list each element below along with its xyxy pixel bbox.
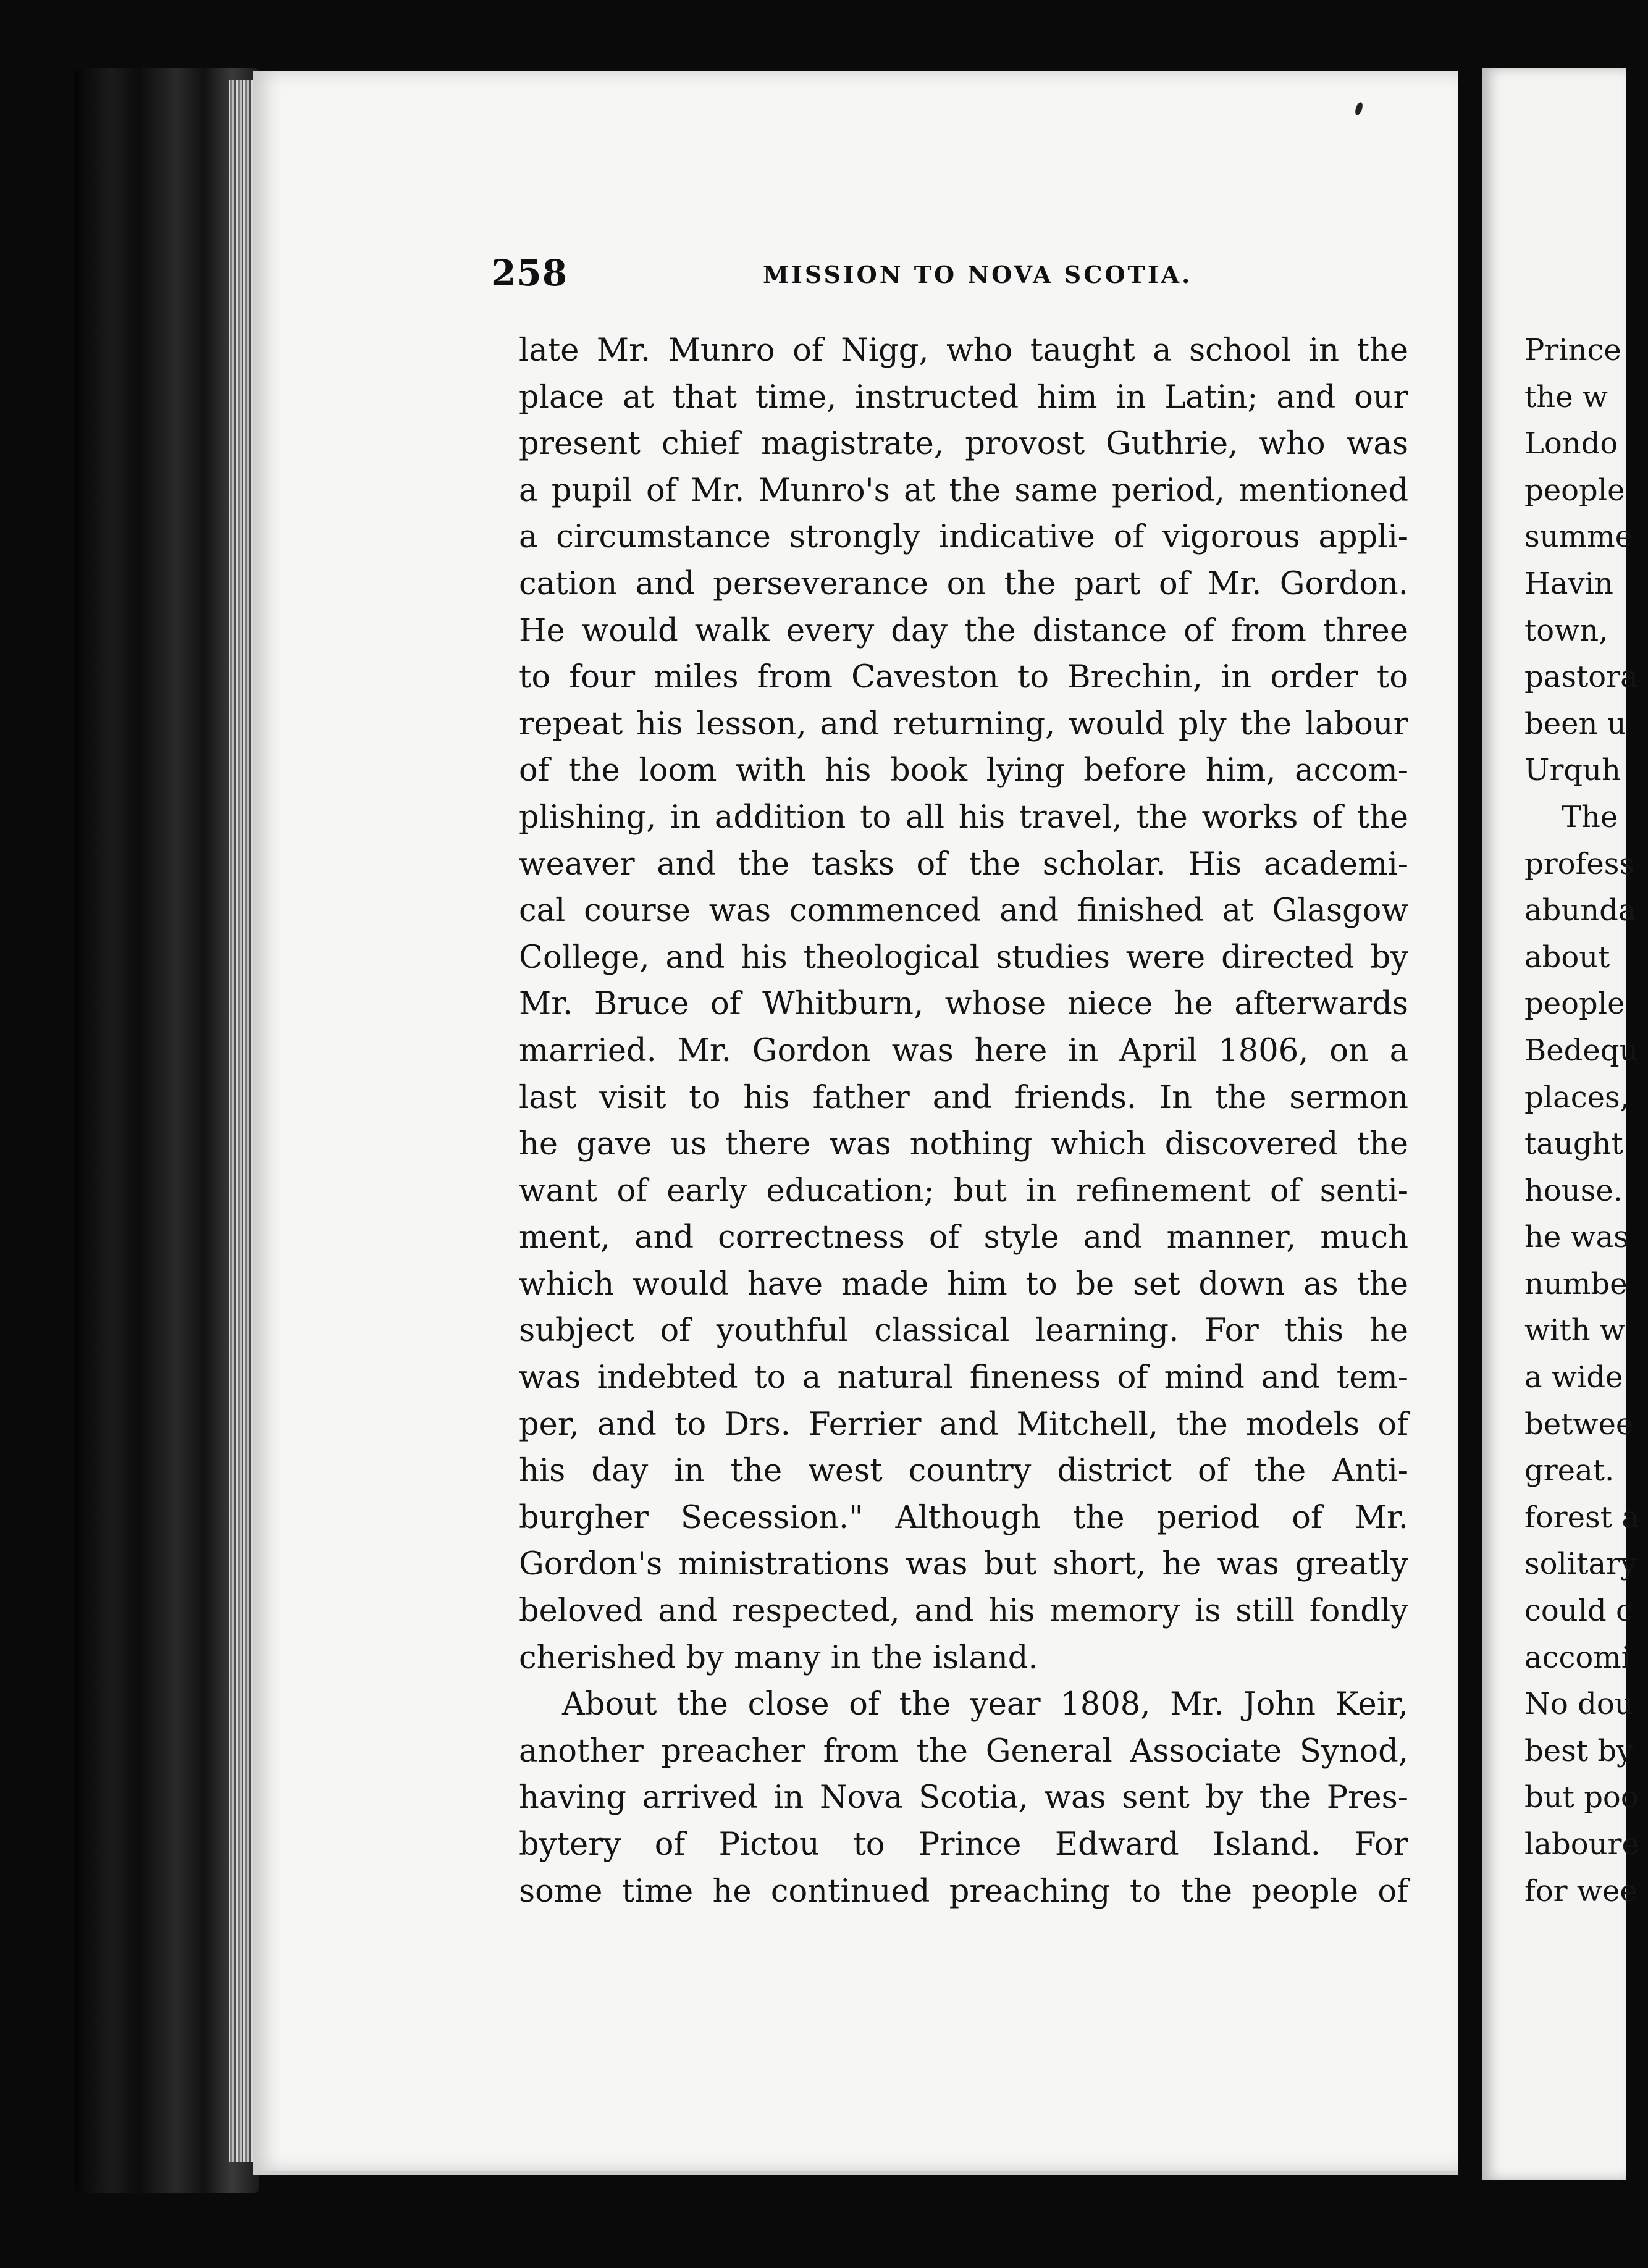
facing-text-line: No dou (1524, 1687, 1634, 1722)
facing-text-line: best by (1524, 1733, 1634, 1768)
text-line: present chief magistrate, provost Guthrie, who was (519, 426, 1408, 463)
facing-text-line: Havin (1524, 566, 1613, 601)
text-line: some time he continued preaching to the people of (519, 1873, 1408, 1910)
text-line: repeat his lesson, and returning, would ply the labour (519, 705, 1408, 742)
facing-text-line: could c (1524, 1594, 1633, 1629)
facing-text-line: Bedequ (1524, 1033, 1639, 1068)
page-gutter (1458, 62, 1482, 2186)
running-head: MISSION TO NOVA SCOTIA. (763, 261, 1193, 288)
facing-page-text (1524, 327, 1648, 1915)
text-line: He would walk every day the distance of from three (519, 612, 1408, 649)
facing-text-line: abunda (1524, 893, 1636, 928)
facing-text-line: summe (1524, 519, 1633, 555)
facing-text-line: Prince (1524, 333, 1621, 368)
text-line: cherished by many in the island. (519, 1639, 1038, 1676)
facing-text-line: profess (1524, 846, 1635, 881)
text-line: married. Mr. Gordon was here in April 1806, on a (519, 1032, 1408, 1069)
text-line: a circumstance strongly indicative of vigorous appli- (519, 519, 1408, 556)
facing-text-line: for wee (1524, 1873, 1637, 1909)
facing-text-line: the w (1524, 379, 1608, 414)
facing-text-line: laboure (1524, 1827, 1639, 1862)
facing-text-line: people (1524, 472, 1625, 508)
facing-text-line: he was (1524, 1220, 1629, 1255)
text-line: ment, and correctness of style and manner, much (519, 1219, 1408, 1256)
text-line: late Mr. Munro of Nigg, who taught a school in the (519, 332, 1408, 369)
text-line: subject of youthful classical learning. For this he (519, 1312, 1408, 1350)
facing-text-line: been u (1524, 706, 1626, 741)
facing-text-line: taught (1524, 1127, 1623, 1162)
facing-text-line: forest a (1524, 1500, 1639, 1535)
page-number: 258 (491, 252, 568, 294)
facing-text-line: great. (1524, 1453, 1615, 1489)
facing-text-line: but poo (1524, 1780, 1639, 1815)
text-line: having arrived in Nova Scotia, was sent by the Pres- (519, 1779, 1408, 1816)
text-line: of the loom with his book lying before him, accom- (519, 752, 1408, 789)
text-line: a pupil of Mr. Munro's at the same period, mentioned (519, 472, 1408, 509)
text-line: beloved and respected, and his memory is still fondly (519, 1593, 1408, 1630)
facing-text-line: solitary (1524, 1547, 1637, 1582)
text-line: his day in the west country district of the Anti- (519, 1453, 1408, 1490)
text-line: Mr. Bruce of Whitburn, whose niece he afterwards (519, 986, 1408, 1023)
text-line: to four miles from Caveston to Brechin, in order to (519, 659, 1408, 696)
facing-text-line: accomi (1524, 1640, 1631, 1675)
text-line: per, and to Drs. Ferrier and Mitchell, the models of (519, 1406, 1408, 1443)
text-line: Gordon's ministrations was but short, he was greatly (519, 1546, 1408, 1583)
facing-text-line: town, (1524, 613, 1608, 648)
text-line: want of early education; but in refinement of senti- (519, 1172, 1408, 1209)
facing-text-line: places, (1524, 1080, 1629, 1115)
body-text (519, 327, 1408, 1915)
text-line: cal course was commenced and finished at Glasgow (519, 892, 1408, 930)
text-line: which would have made him to be set down as the (519, 1266, 1408, 1303)
text-line: burgher Secession." Although the period of Mr. (519, 1499, 1408, 1536)
text-line: About the close of the year 1808, Mr. John Keir, (562, 1686, 1408, 1723)
facing-text-line: a wide (1524, 1360, 1623, 1395)
facing-text-line: Urquh (1524, 753, 1621, 788)
text-line: another preacher from the General Associate Synod, (519, 1732, 1408, 1770)
facing-text-line: with w (1524, 1313, 1625, 1348)
text-line: place at that time, instructed him in Latin; and our (519, 379, 1408, 416)
text-line: he gave us there was nothing which discovered the (519, 1126, 1408, 1163)
facing-text-line: betwee (1524, 1406, 1634, 1442)
text-line: cation and perseverance on the part of Mr. Gordon. (519, 565, 1408, 602)
facing-text-line: house. (1524, 1173, 1623, 1208)
text-line: last visit to his father and friends. In the sermon (519, 1079, 1408, 1116)
text-line: was indebted to a natural fineness of mind and tem- (519, 1359, 1408, 1396)
text-line: weaver and the tasks of the scholar. His academi- (519, 846, 1408, 883)
text-line: plishing, in addition to all his travel, the works of the (519, 799, 1408, 836)
text-line: College, and his theological studies were directed by (519, 939, 1408, 976)
facing-text-line: pastora (1524, 660, 1638, 695)
facing-text-line: about (1524, 939, 1610, 975)
facing-text-line: The (1562, 799, 1618, 834)
facing-text-line: people (1524, 986, 1625, 1022)
facing-text-line: Londo (1524, 426, 1618, 461)
page-header (491, 247, 1418, 303)
facing-text-line: numbe (1524, 1266, 1628, 1301)
text-line: bytery of Pictou to Prince Edward Island. For (519, 1826, 1408, 1863)
